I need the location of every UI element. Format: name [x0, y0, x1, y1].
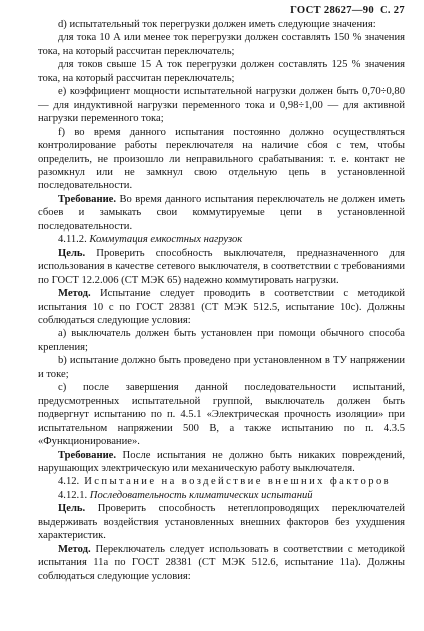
section-4-11-2-number: 4.11.2.: [58, 234, 87, 246]
requirement-2: [38, 449, 405, 476]
header-doc-number: ГОСТ 28627—90: [290, 5, 374, 16]
section-4-12-1: [38, 489, 405, 502]
section-4-11-2-title: Коммутация емкостных нагрузок: [86, 234, 243, 246]
section-4-12: [38, 475, 405, 488]
goal-2: [38, 502, 405, 542]
goal-1-text: Проверить способность выключателя, предназначенного для использования в качестве сетевого выключателя, в соответствии с требованиями по ГОСТ 12.2.006 (СТ МЭК 65) надежно коммутировать нагрузки.: [38, 247, 405, 286]
goal-2-text: Проверить способность нетеплопроводящих переключателей выдерживать воздействия установленных внешних факторов без ухудшения характеристик.: [38, 503, 405, 542]
paragraph-current-15a: для токов свыше 15 А ток перегрузки должен составлять 125 % значения тока, на который рассчитан переключатель;: [38, 59, 405, 84]
paragraph-e: e) коэффициент мощности испытательной нагрузки должен быть 0,70÷0,80 — для индуктивной нагрузки переменного тока и 0,98÷1,00 — для активной нагрузки переменного тока;: [38, 86, 405, 125]
method-1: [38, 287, 405, 327]
paragraph-current-10a: для тока 10 А или менее ток перегрузки должен составлять 150 % значения тока, на который рассчитан переключатель;: [38, 32, 405, 57]
method-2-text: Переключатель следует использовать в соответствии с методикой испытания 11а по ГОСТ 28381 (СТ МЭК 512.6, испытание 11а). Должны соблюдаться следующие условия:: [38, 543, 405, 582]
header-page-number: С. 27: [379, 5, 405, 16]
paragraph-d: d) испытательный ток перегрузки должен иметь следующие значения:: [58, 19, 376, 30]
page-header: [38, 4, 405, 18]
section-4-12-number: 4.12.: [58, 476, 80, 488]
requirement-1-lead: Требование.: [58, 193, 117, 205]
requirement-2-lead: Требование.: [58, 449, 117, 461]
goal-2-lead: Цель.: [58, 503, 86, 515]
goal-1: [38, 247, 405, 287]
requirement-1: [38, 193, 405, 233]
requirement-1-text: Во время данного испытания переключатель не должен иметь сбоев и замыкать свои коммутируемые цепи в установленной последовательности.: [38, 193, 405, 232]
method-2: [38, 543, 405, 583]
paragraph-c: c) после завершения данной последовательности испытаний, предусмотренных испытательной группой, выключатель должен быть подвергнут испытанию по п. 4.5.1 «Электрическая прочность изоляции» при испытательном напряжении 500 В, а также испытанию по п. 4.3.5 «Функционирование».: [38, 382, 405, 448]
goal-1-lead: Цель.: [58, 247, 86, 259]
method-1-lead: Метод.: [58, 288, 91, 300]
paragraph-f: f) во время данного испытания постоянно должно осуществляться контролирование работы переключателя на наличие сбоя с тем, чтобы определить, не произошло ли неправильного срабатывания: т. е. контакт не разомкнул или не замкнул свою отдельную цепь в установленной последовательности.: [38, 126, 405, 192]
section-4-12-title: Испытание на воздействие внешних факторов: [79, 476, 392, 488]
method-2-lead: Метод.: [58, 543, 91, 555]
section-4-12-1-number: 4.12.1.: [58, 489, 88, 501]
requirement-2-text: После испытания не должно быть никаких повреждений, нарушающих электрическую или механическую работу выключателя.: [38, 449, 405, 474]
section-4-11-2: [38, 233, 405, 246]
paragraph-b: b) испытание должно быть проведено при установленном в ТУ напряжении и токе;: [38, 355, 405, 380]
method-1-text: Испытание следует проводить в соответствии с методикой испытания 10 с по ГОСТ 28381 (СТ МЭК 512.5, испытание 10с). Должны соблюдаться следующие условия:: [38, 288, 405, 326]
section-4-12-1-title: Последовательность климатических испытаний: [87, 489, 313, 501]
paragraph-a: a) выключатель должен быть установлен при помощи обычного способа крепления;: [38, 328, 405, 353]
